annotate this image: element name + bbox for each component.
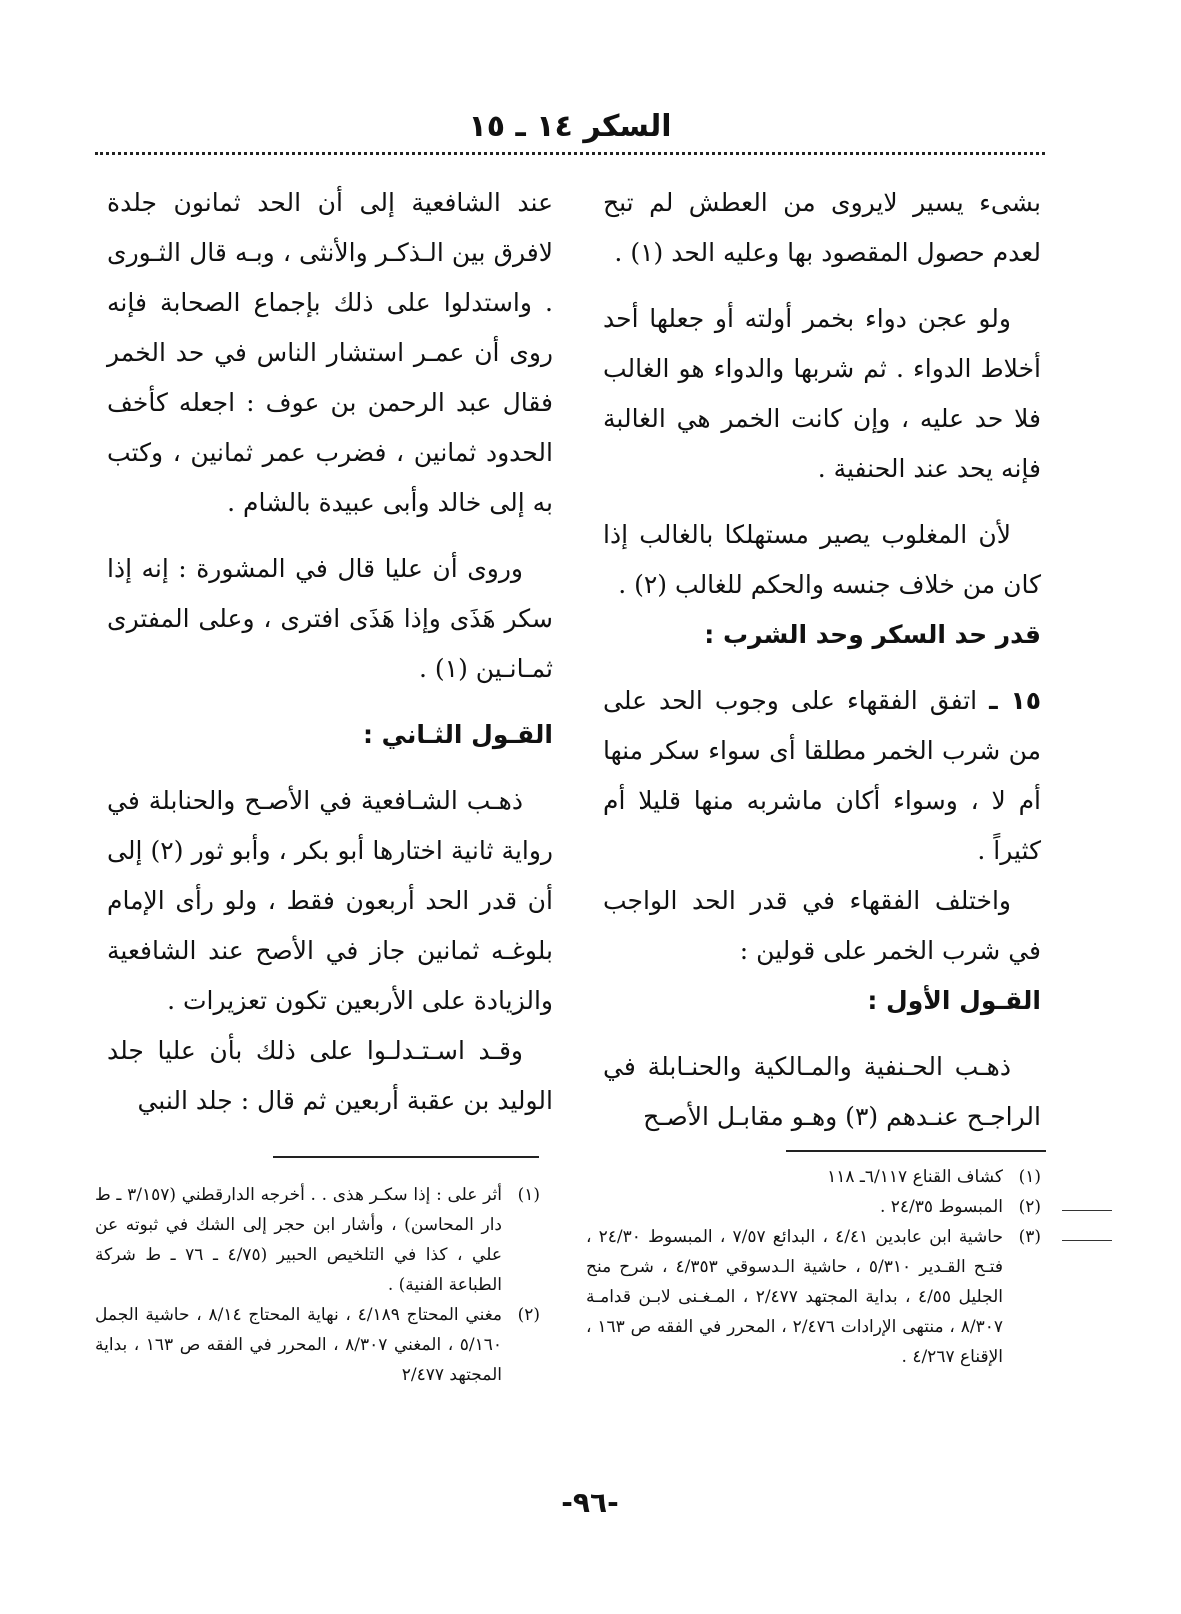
page-number: -٩٦- — [561, 1486, 619, 1519]
subheading-first-opinion: القـول الأول : — [867, 986, 1041, 1015]
footnote-ref: (٢) — [150, 836, 184, 865]
section-number: ١٥ ـ — [989, 686, 1042, 715]
footnote-ref: (٢) — [634, 570, 668, 599]
left-paragraph-1: عند الشافعية إلى أن الحد ثمانون جلدة لافرق بين الـذكـر والأنثى ، وبـه قال الثـورى . واستدلوا على ذلك بإجماع الصحابة فإنه روى أن عمـر استشار الناس في حد الخمر فقال عبد الرحمن بن عوف : اجعله كأخف الحدود ثمانين ، فضرب عمر ثمانين ، وكتب به إلى خالد وأبى عبيدة بالشام . — [107, 188, 553, 517]
footnote-item: (١) أثر على : إذا سكـر هذى . . أخرجه الدارقطني (٣/١٥٧ ـ ط دار المحاسن) ، وأشار ابن حجر إلى الشك في ثبوته عن علي ، كذا في التلخيص الحبير (٤/٧٥ ـ ٧٦ ـ ط شركة الطباعة الفنية) . — [95, 1185, 540, 1295]
footnote-margin-dash — [1062, 1240, 1112, 1241]
left-column — [107, 178, 553, 1126]
subheading-second-opinion: القـول الثـاني : — [362, 720, 553, 749]
footnote-item: (٣) حاشية ابن عابدين ٤/٤١ ، البدائع ٧/٥٧ ، المبسوط ٢٤/٣٠ ، فتـح القـدير ٥/٣١٠ ، حاشية الـدسوقي ٤/٣٥٣ ، شرح منح الجليل ٤/٥٥ ، بداية المجتهد ٢/٤٧٧ ، المـغـنى لابـن قدامـة ٨/٣٠٧ ، منتهى الإرادات ٢/٤٧٦ ، المحرر في الفقه ص ١٦٣ ، الإقناع ٤/٢٦٧ . — [586, 1227, 1041, 1367]
header-dotted-rule — [95, 152, 1045, 155]
right-paragraph-1: بشىء يسير لايروى من العطش لم تبح لعدم حصول المقصود بها وعليه الحد (١) . — [603, 188, 1041, 267]
footnotes-right — [586, 1162, 1041, 1372]
right-paragraph-6: ذهـب الحـنفية والمـالكية والحنـابلة في الراجـح عنـدهم (٣) وهـو مقابـل الأصـح — [603, 1052, 1041, 1131]
footnotes-left — [95, 1180, 540, 1390]
running-header — [95, 104, 1045, 150]
footnote-margin-dash — [1062, 1210, 1112, 1211]
footnote-item: (٢) مغني المحتاج ٤/١٨٩ ، نهاية المحتاج ٨/١٤ ، حاشية الجمل ٥/١٦٠ ، المغني ٨/٣٠٧ ، المحرر في الفقه ص ١٦٣ ، بداية المجتهد ٢/٤٧٧ — [95, 1305, 540, 1385]
right-column — [603, 178, 1041, 1142]
right-paragraph-4: ١٥ ـ اتفق الفقهاء على وجوب الحد على من شرب الخمر مطلقا أى سواء سكر منها أم لا ، وسواء أكان ماشربه منها قليلا أم كثيراً . — [603, 686, 1042, 865]
left-paragraph-3: ذهـب الشـافعية في الأصـح والحنابلة في رواية ثانية اختارها أبو بكر ، وأبو ثور (٢) إلى أن قدر الحد أربعون فقط ، ولو رأى الإمام بلوغـه ثمانين جاز في الأصح عند الشافعية والزيادة على الأربعين تكون تعزيرات . — [107, 786, 553, 1015]
right-paragraph-5: واختلف الفقهاء في قدر الحد الواجب في شرب الخمر على قولين : — [603, 886, 1041, 965]
footnote-item: (٢) المبسوط ٢٤/٣٥ . — [879, 1197, 1041, 1217]
footnote-ref: (١) — [630, 238, 664, 267]
header-title: السكر ١٤ ـ ١٥ — [468, 109, 672, 144]
footnote-ref: (٣) — [845, 1102, 879, 1131]
footnote-item: (١) كشاف القناع ٦/١١٧ـ ١١٨ — [827, 1167, 1041, 1187]
footnote-rule-right — [786, 1150, 1046, 1152]
right-paragraph-3: لأن المغلوب يصير مستهلكا بالغالب إذا كان من خلاف جنسه والحكم للغالب (٢) . — [603, 520, 1041, 599]
left-paragraph-2: وروى أن عليا قال في المشورة : إنه إذا سكر هَذَى وإذا هَذَى افترى ، وعلى المفترى ثمـانـين (١) . — [107, 554, 553, 683]
footnote-ref: (١) — [434, 654, 468, 683]
footnote-rule-left — [273, 1156, 539, 1158]
right-paragraph-2: ولو عجن دواء بخمر أولته أو جعلها أحد أخلاط الدواء . ثم شربها والدواء هو الغالب فلا حد عليه ، وإن كانت الخمر هي الغالبة فإنه يحد عند الحنفية . — [603, 304, 1041, 483]
section-heading: قدر حد السكر وحد الشرب : — [704, 620, 1041, 649]
left-paragraph-4: وقـد اسـتـدلـوا على ذلك بأن عليا جلد الوليد بن عقبة أربعين ثم قال : جلد النبي — [107, 1036, 553, 1115]
